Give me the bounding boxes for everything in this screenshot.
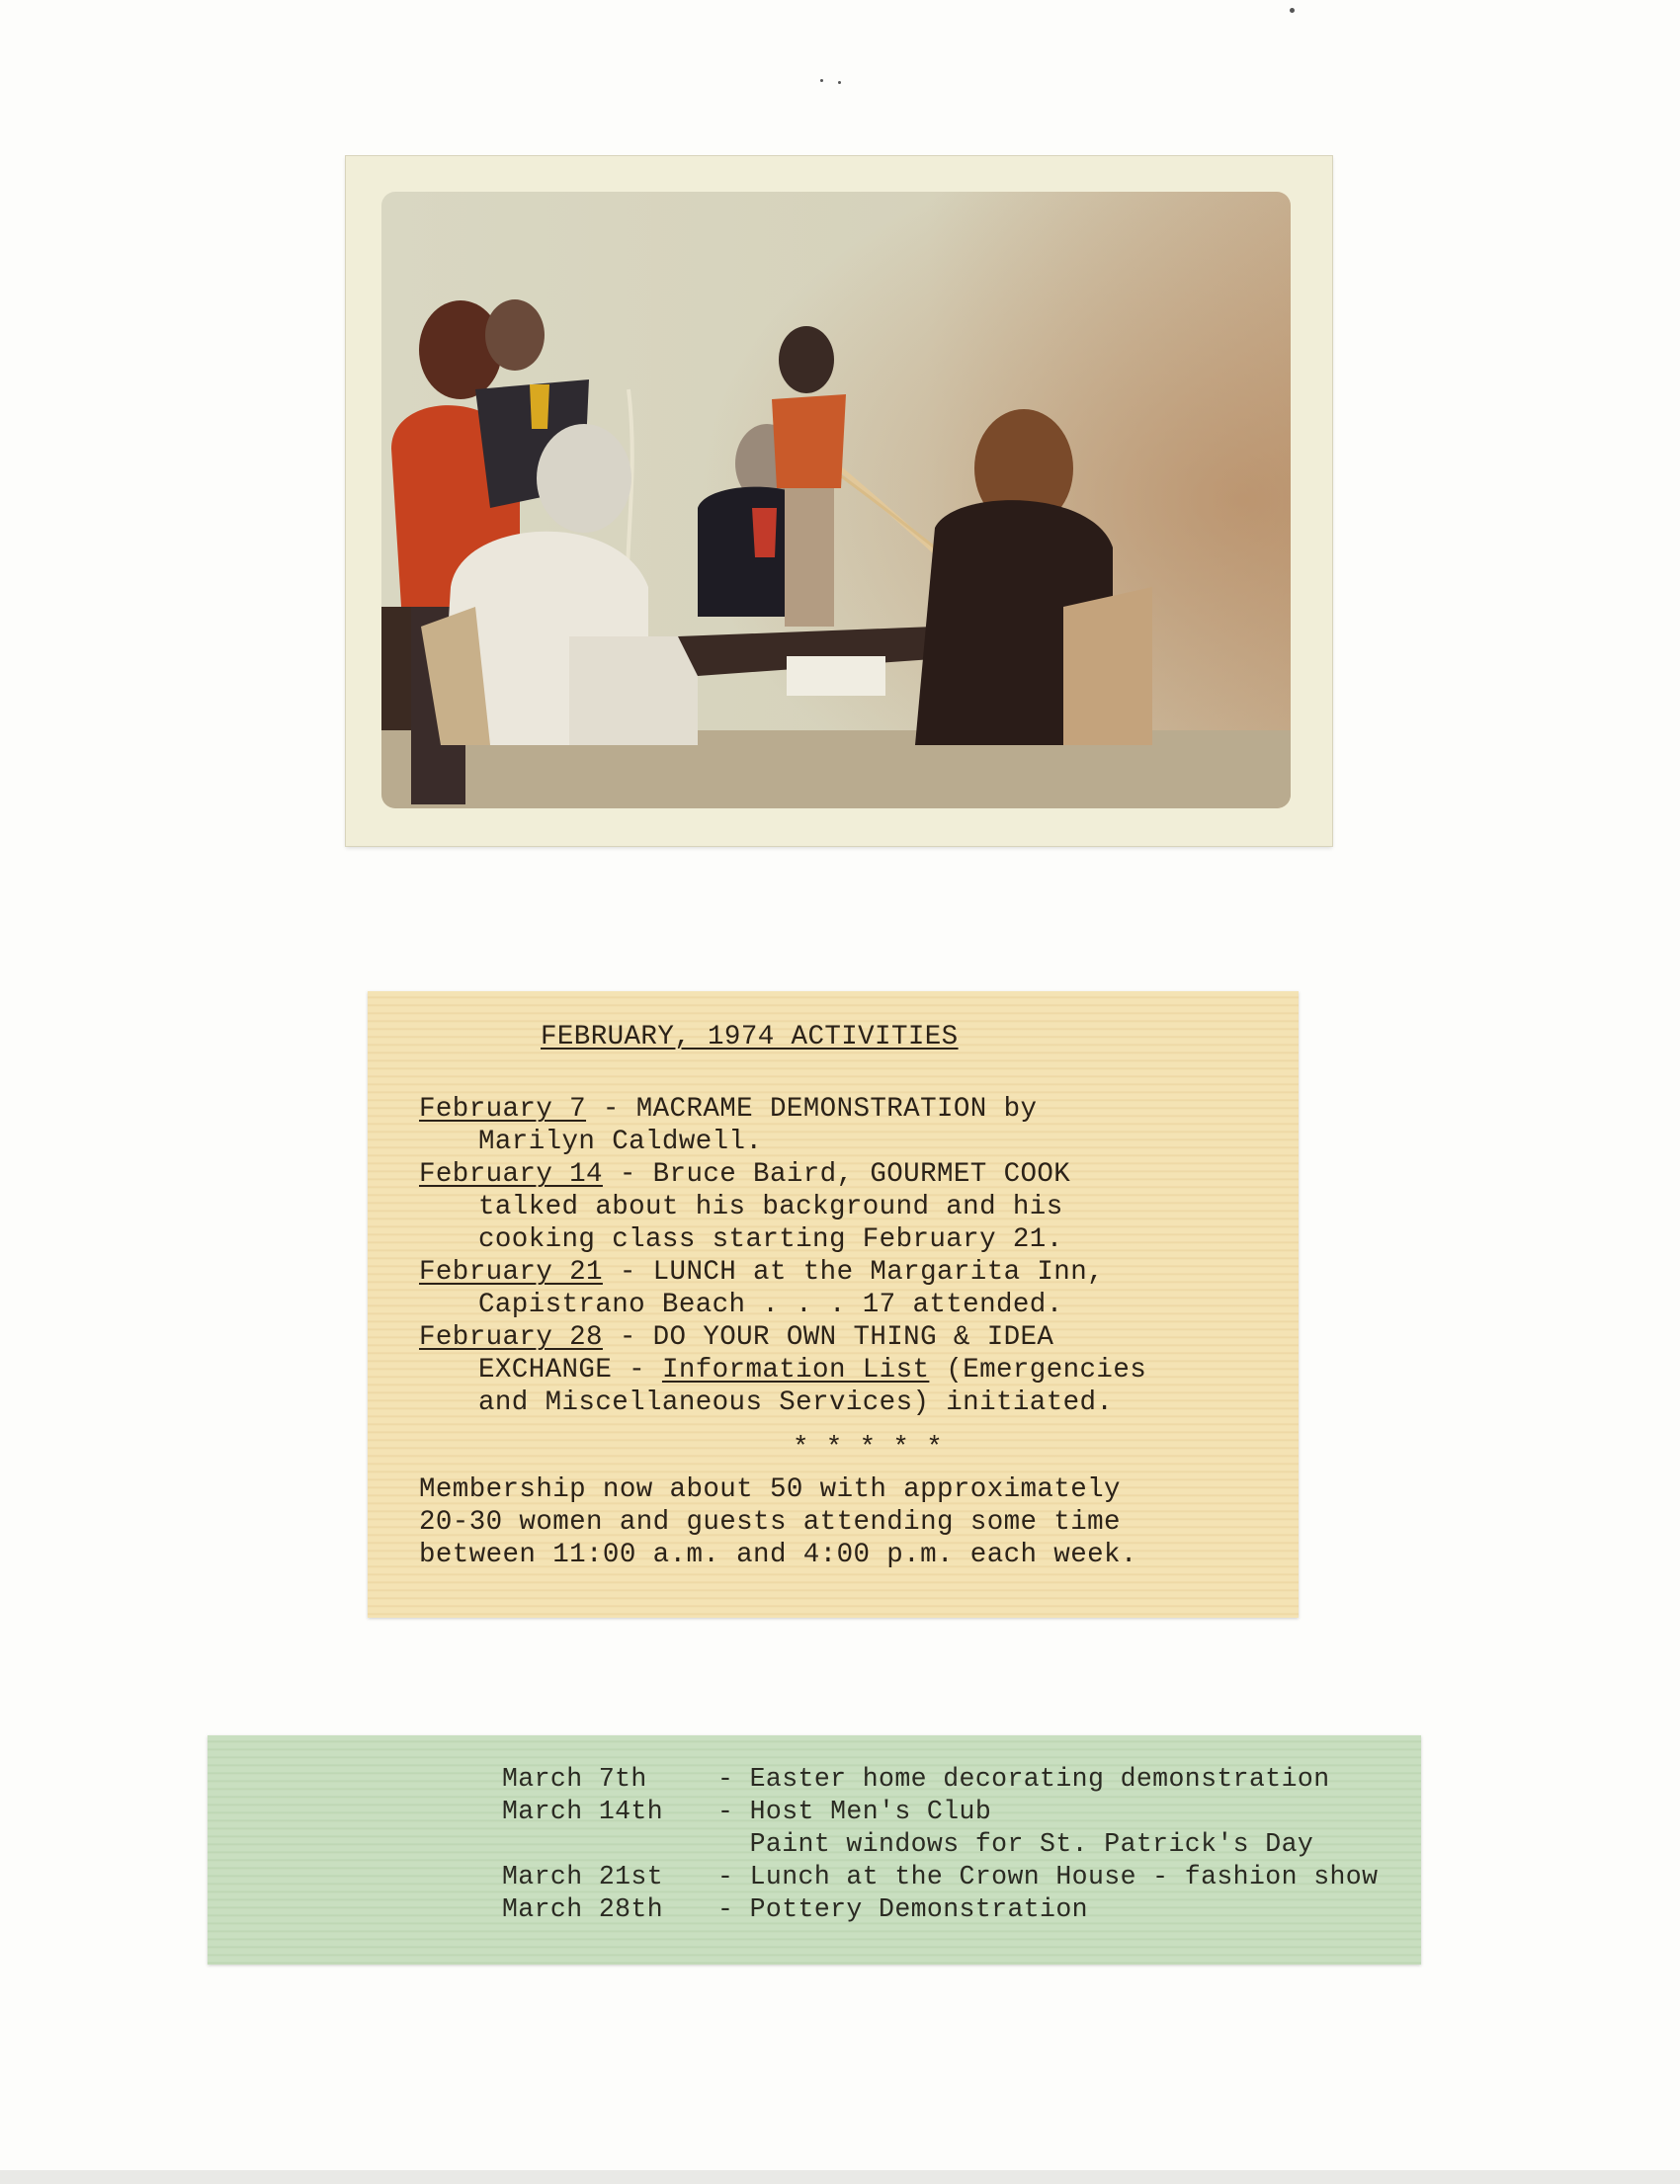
feb-exchange-line	[478, 1354, 1146, 1387]
exchange-prefix: EXCHANGE -	[478, 1355, 662, 1386]
feb-item-2	[419, 1158, 1070, 1192]
feb-item-text: - MACRAME DEMONSTRATION by	[586, 1094, 1038, 1125]
exchange-suffix: (Emergencies	[929, 1355, 1147, 1386]
march-row-date: March 28th	[502, 1894, 664, 1924]
march-row-text: - Easter home decorating demonstration	[717, 1764, 1330, 1794]
paper-speck	[1290, 8, 1295, 13]
feb-item-text: - Bruce Baird, GOURMET COOK	[602, 1159, 1071, 1190]
paper-speck	[820, 79, 823, 82]
feb-item-date: February 14	[419, 1159, 603, 1190]
feb-item-line: Capistrano Beach . . . 17 attended.	[478, 1290, 1063, 1320]
membership-line: Membership now about 50 with approximately	[419, 1474, 1121, 1505]
feb-item-text: - DO YOUR OWN THING & IDEA	[602, 1322, 1054, 1353]
feb-item-line: cooking class starting February 21.	[478, 1224, 1063, 1255]
march-row-date: March 14th	[502, 1797, 664, 1826]
feb-item-date: February 28	[419, 1322, 603, 1353]
feb-item-1	[419, 1093, 1037, 1127]
march-row-text: - Host Men's Club	[717, 1797, 992, 1826]
feb-item-3	[419, 1256, 1104, 1290]
feb-item-date: February 7	[419, 1094, 587, 1125]
march-row-date: March 7th	[502, 1764, 647, 1794]
photograph	[346, 156, 1332, 846]
february-activities-card	[368, 991, 1299, 1618]
march-row-text: - Pottery Demonstration	[717, 1894, 1088, 1924]
membership-line: 20-30 women and guests attending some time	[419, 1507, 1121, 1538]
march-schedule-card	[208, 1735, 1421, 1965]
feb-item-4	[419, 1321, 1053, 1355]
page-bottom-edge	[0, 2170, 1680, 2184]
feb-item-text: - LUNCH at the Margarita Inn,	[602, 1257, 1105, 1288]
march-row-text: - Lunch at the Crown House - fashion show	[717, 1862, 1379, 1891]
photo-image-macrame-class	[381, 192, 1291, 808]
march-row-date: March 21st	[502, 1862, 664, 1891]
paper-speck	[838, 81, 841, 84]
information-list-label: Information List	[661, 1355, 930, 1386]
march-row-text: Paint windows for St. Patrick's Day	[717, 1829, 1314, 1859]
separator-stars: * * * * *	[793, 1433, 944, 1464]
feb-item-line: talked about his background and his	[478, 1192, 1063, 1222]
membership-line: between 11:00 a.m. and 4:00 p.m. each week.	[419, 1540, 1137, 1570]
feb-title: FEBRUARY, 1974 ACTIVITIES	[541, 1022, 959, 1052]
feb-item-line: Marilyn Caldwell.	[478, 1127, 763, 1157]
feb-item-date: February 21	[419, 1257, 603, 1288]
feb-exchange-line-2: and Miscellaneous Services) initiated.	[478, 1387, 1114, 1418]
